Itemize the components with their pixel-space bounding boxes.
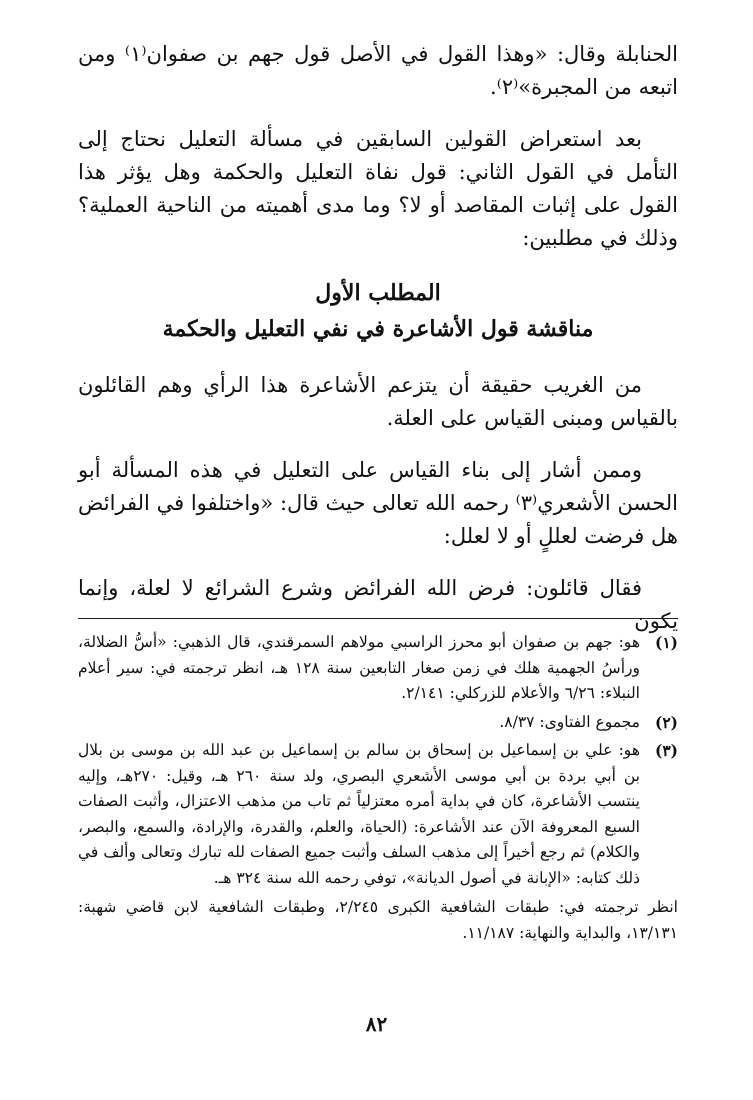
footnote-number: (٣) bbox=[654, 741, 678, 760]
footnote-text: هو: علي بن إسماعيل بن إسحاق بن سالم بن إسماعيل بن عبد الله بن موسى بن بلال بن أبي بردة بن أبي موسى الأشعري البصري، ولد سنة ٢٦٠ هـ، وقيل: ٢٧٠هـ، وإليه ينتسب الأشاعرة، كان في بداية أمره معتزلياً ثم تاب من مذهب الاعتزال، وأثبت الصفات السبع المعروفة الآن عند الأشاعرة: (الحياة، والعلم، والقدرة، والإرادة، والسمع، والبصر، والكلام) ثم رجع أخيراً إلى مذهب السلف وأثبت جميع الصفات لله تبارك وتعالى وألف في ذلك كتابه: «الإبانة في أصول الديانة»، توفي رحمه الله سنة ٣٢٤ هـ. bbox=[78, 741, 640, 887]
paragraph-4-text: وممن أشار إلى بناء القياس على التعليل في هذه المسألة أبو الحسن الأشعري⁽٣⁾ رحمه الله تعالى حيث قال: «واختلفوا في الفرائض هل فرضت لعللٍ أو لا لعلل: bbox=[78, 458, 678, 548]
paragraph-3-text: من الغريب حقيقة أن يتزعم الأشاعرة هذا الرأي وهم القائلون بالقياس ومبنى القياس على العلة. bbox=[78, 373, 678, 430]
footnote-3 bbox=[78, 738, 678, 891]
paragraph-2-text: بعد استعراض القولين السابقين في مسألة التعليل نحتاج إلى التأمل في القول الثاني: قول نفاة التعليل والحكمة وهل يؤثر هذا القول على إثبات المقاصد أو لا؟ وما مدى أهميته من الناحية العملية؟ وذلك في مطلبين: bbox=[78, 127, 678, 250]
paragraph-4 bbox=[78, 454, 678, 553]
paragraph-1: الحنابلة وقال: «وهذا القول في الأصل قول جهم بن صفوان⁽١⁾ ومن اتبعه من المجبرة»⁽٢⁾. bbox=[78, 42, 678, 99]
section-heading: المطلب الأول bbox=[315, 280, 441, 306]
footnote-text: هو: جهم بن صفوان أبو محرز الراسبي مولاهم السمرقندي، قال الذهبي: «أسُّ الضلالة، ورأسُ الجهمية هلك في زمن صغار التابعين سنة ١٢٨ هـ، انظر ترجمته في: سير أعلام النبلاء: ٦/٢٦ والأعلام للزركلي: ٢/١٤١. bbox=[78, 633, 640, 702]
footnote-text: مجموع الفتاوى: ٨/٣٧. bbox=[499, 712, 640, 731]
footnote-3-sources: انظر ترجمته في: طبقات الشافعية الكبرى ٢/٢٤٥، وطبقات الشافعية لابن قاضي شهبة: ١٣/١٣١، والبداية والنهاية: ١١/١٨٧. bbox=[78, 898, 678, 942]
page-number: ٨٢ bbox=[365, 1012, 388, 1036]
main-text bbox=[78, 38, 678, 657]
paragraph-5-text: فقال قائلون: فرض الله الفرائض وشرع الشرائع لا لعلة، وإنما يكون bbox=[78, 576, 678, 633]
footnote-number: (٢) bbox=[654, 712, 678, 732]
section-subheading: مناقشة قول الأشاعرة في نفي التعليل والحكمة bbox=[162, 316, 594, 342]
paragraph-3 bbox=[78, 369, 678, 435]
footnote-1 bbox=[78, 630, 678, 707]
footnote-divider bbox=[78, 618, 678, 619]
footnote-number: (١) bbox=[654, 633, 678, 652]
paragraph-5 bbox=[78, 572, 678, 638]
footnotes bbox=[78, 630, 678, 946]
paragraph-2 bbox=[78, 123, 678, 255]
footnote-2 bbox=[78, 710, 678, 736]
